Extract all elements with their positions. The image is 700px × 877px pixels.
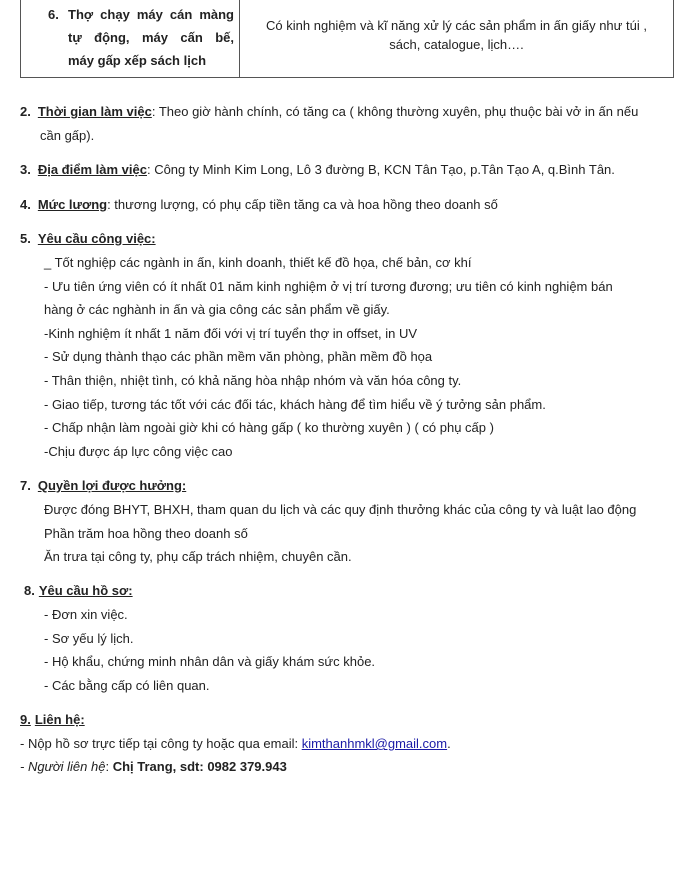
section-text: : thương lượng, có phụ cấp tiền tăng ca và hoa hồng theo doanh số [107, 197, 498, 212]
row-number: 6. [48, 7, 59, 22]
section-number: 4. [20, 197, 31, 212]
apply-suffix: . [447, 736, 451, 751]
section-requirements [20, 231, 156, 246]
job-title [68, 3, 234, 72]
job-title-cell [21, 0, 240, 77]
list-item: - Các bằng cấp có liên quan. [44, 678, 210, 693]
list-item: - Hộ khẩu, chứng minh nhân dân và giấy khám sức khỏe. [44, 654, 376, 669]
section-text: : Theo giờ hành chính, có tăng ca ( không thường xuyên, phụ thuộc bài vở in ấn nếu [151, 104, 639, 119]
list-item: - Sử dụng thành thạo các phần mềm văn phòng, phần mềm đồ họa [44, 349, 433, 364]
apply-text: - Nộp hồ sơ trực tiếp tại công ty hoặc qua email: [20, 736, 302, 751]
section-text-continued: cần gấp). [40, 128, 95, 143]
job-title-line: máy gấp xếp sách lịch [68, 53, 207, 68]
section-number: 9. [20, 712, 31, 727]
section-text: : Công ty Minh Kim Long, Lô 3 đường B, KCN Tân Tạo, p.Tân Tạo A, q.Bình Tân. [146, 162, 615, 177]
list-item: -Kinh nghiệm ít nhất 1 năm đối với vị trí tuyển thợ in offset, in UV [44, 326, 418, 341]
list-item: -Chịu được áp lực công việc cao [44, 444, 233, 459]
section-number: 7. [20, 478, 31, 493]
section-documents [24, 583, 133, 598]
list-item: hàng ở các nghành in ấn và gia công các sản phẩm về giấy. [44, 302, 390, 317]
section-benefits [20, 478, 186, 493]
job-description-cell [240, 0, 673, 77]
section-title: Thời gian làm việc [37, 104, 152, 119]
list-item: Ăn trưa tại công ty, phụ cấp trách nhiệm, chuyên cần. [44, 549, 352, 564]
job-table [20, 0, 674, 78]
apply-instruction [20, 736, 451, 751]
email-link[interactable]: kimthanhmkl@gmail.com [301, 736, 448, 751]
section-title: Liên hệ: [34, 712, 85, 727]
job-description: Có kinh nghiệm và kĩ năng xử lý các sản phẩm in ấn giấy như túi , sách, catalogue, lịch…. [266, 17, 647, 52]
list-item: - Chấp nhận làm ngoài giờ khi có hàng gấp ( ko thường xuyên ) ( có phụ cấp ) [44, 420, 494, 435]
section-number: 2. [20, 104, 31, 119]
list-item: Phần trăm hoa hồng theo doanh số [44, 526, 248, 541]
section-title: Quyền lợi được hưởng: [37, 478, 187, 493]
section-title: Mức lương [37, 197, 108, 212]
section-number: 8. [24, 583, 35, 598]
list-item: - Thân thiện, nhiệt tình, có khả năng hòa nhập nhóm và văn hóa công ty. [44, 373, 462, 388]
section-contact [20, 712, 85, 727]
section-number: 3. [20, 162, 31, 177]
list-item: - Giao tiếp, tương tác tốt với các đối tác, khách hàng để tìm hiểu về ý tưởng sản phẩm. [44, 397, 546, 412]
list-item: _ Tốt nghiệp các ngành in ấn, kinh doanh, thiết kế đồ họa, chế bản, cơ khí [44, 255, 472, 270]
section-title: Yêu cầu công việc: [37, 231, 156, 246]
section-number: 5. [20, 231, 31, 246]
list-item: - Sơ yếu lý lịch. [44, 631, 134, 646]
section-working-time [20, 104, 638, 119]
list-item: - Ưu tiên ứng viên có ít nhất 01 năm kinh nghiệm ở vị trí tương đương; ưu tiên có kinh nghiệm bán [44, 279, 613, 294]
list-item: Được đóng BHYT, BHXH, tham quan du lịch và các quy định thưởng khác của công ty và luật lao động [44, 502, 637, 517]
contact-person [20, 759, 287, 774]
list-item: - Đơn xin việc. [44, 607, 128, 622]
section-location [20, 162, 615, 177]
job-title-line: Thợ chạy máy cán màng [68, 7, 234, 22]
job-title-line: tự động, máy cấn bế, [68, 30, 234, 45]
section-title: Yêu cầu hồ sơ: [38, 583, 133, 598]
contact-label: - Người liên hệ [20, 759, 106, 774]
contact-value: Chị Trang, sdt: 0982 379.943 [112, 759, 287, 774]
contact-separator: : [105, 759, 113, 774]
section-salary [20, 197, 498, 212]
section-title: Địa điểm làm việc [37, 162, 147, 177]
